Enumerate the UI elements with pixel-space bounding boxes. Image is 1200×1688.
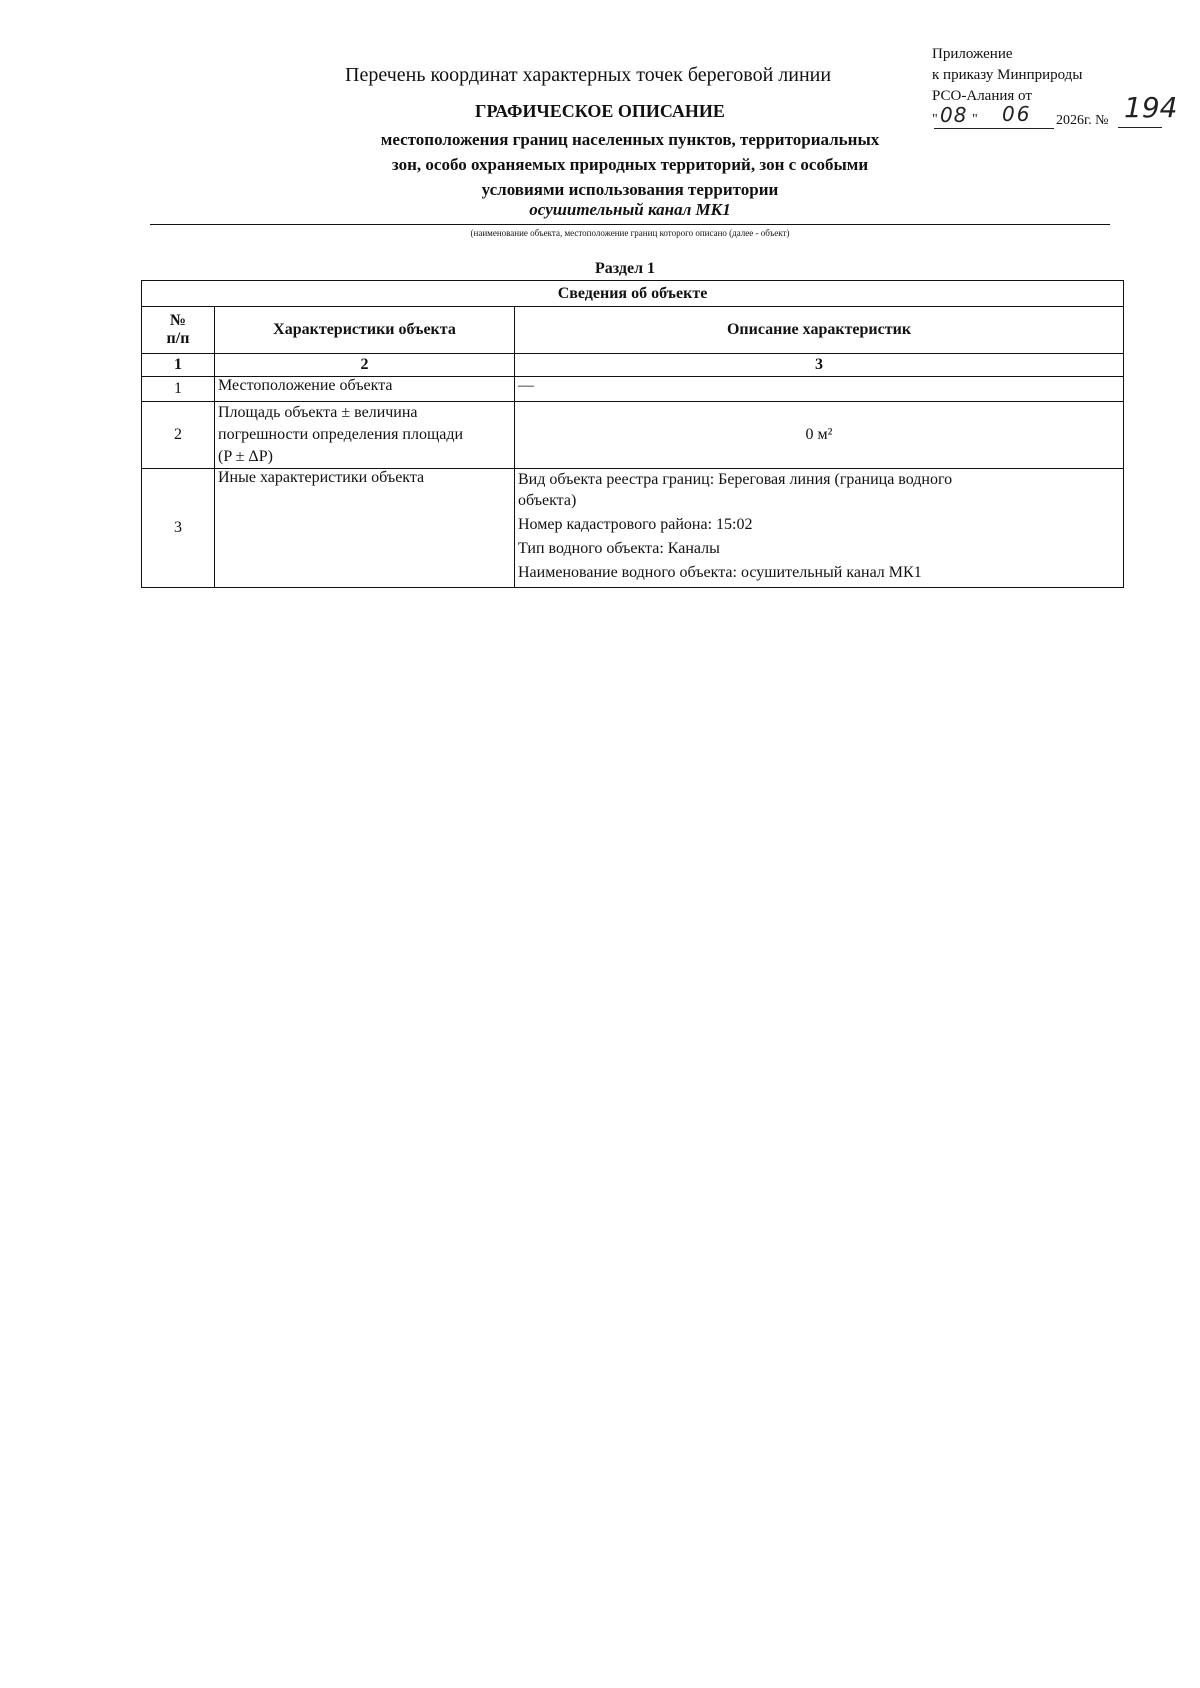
description-line: Номер кадастрового района: 15:02: [518, 516, 753, 533]
appendix-line-2: к приказу Минприроды: [932, 67, 1083, 83]
subtitle-line-3: условиями использования территории: [481, 180, 779, 199]
characteristic-line: (P ± ΔP): [218, 448, 273, 465]
row-characteristic: Местоположение объекта: [215, 377, 515, 402]
column-number-row: [142, 354, 1124, 377]
header-num-line-2: п/п: [166, 330, 190, 347]
section-title: Раздел 1: [594, 260, 656, 277]
appendix-line-1: Приложение: [932, 46, 1013, 62]
table-row: [142, 402, 1124, 469]
description-line: Вид объекта реестра границ: Береговая линия (граница водного: [518, 471, 953, 488]
row-number: 2: [142, 402, 215, 469]
row-number: 1: [142, 377, 215, 402]
characteristic-line: Площадь объекта ± величина: [218, 404, 418, 421]
document-subtitle: [280, 127, 980, 202]
date-month-handwritten: 06: [1002, 102, 1032, 126]
header-num-line-1: №: [169, 312, 187, 329]
column-number: 1: [142, 354, 215, 377]
subtitle-line-1: местоположения границ населенных пунктов, территориальных: [380, 130, 880, 149]
table-row: [142, 377, 1124, 402]
header-description: Описание характеристик: [515, 307, 1124, 354]
date-year: 2026г. №: [1056, 113, 1109, 128]
object-name: осушительный канал МК1: [529, 200, 731, 219]
date-quote-open: ": [932, 112, 938, 127]
date-quote-close: ": [972, 112, 978, 127]
appendix-block: [932, 44, 1178, 131]
object-name-underline: [150, 224, 1110, 225]
order-number-handwritten: 194: [1124, 91, 1178, 124]
table-header-row: [142, 307, 1124, 354]
row-description: 0 м²: [515, 402, 1124, 469]
appendix-line-3: РСО-Алания от: [932, 88, 1032, 104]
column-number: 3: [515, 354, 1124, 377]
description-line: объекта): [518, 492, 577, 509]
order-number-underline: [1118, 127, 1162, 128]
row-description: [515, 469, 1124, 588]
row-description: —: [515, 377, 1124, 402]
table-caption: Сведения об объекте: [142, 281, 1124, 307]
object-info-table: [141, 280, 1124, 588]
subtitle-line-2: зон, особо охраняемых природных территорий, зон с особыми: [391, 155, 869, 174]
characteristic-line: погрешности определения площади: [218, 426, 464, 443]
document-title: ГРАФИЧЕСКОЕ ОПИСАНИЕ: [475, 101, 725, 121]
list-title: Перечень координат характерных точек береговой линии: [345, 64, 832, 86]
row-characteristic: Иные характеристики объекта: [215, 469, 515, 588]
header-characteristics: Характеристики объекта: [215, 307, 515, 354]
description-line: Наименование водного объекта: осушительный канал МК1: [518, 564, 922, 581]
column-number: 2: [215, 354, 515, 377]
description-line: Тип водного объекта: Каналы: [518, 540, 720, 557]
table-caption-row: [142, 281, 1124, 307]
row-characteristic: [215, 402, 515, 469]
date-day-handwritten: 08: [940, 103, 968, 127]
row-number: 3: [142, 469, 215, 588]
object-name-caption: (наименование объекта, местоположение границ которого описано (далее - объект): [470, 228, 790, 238]
header-num: [142, 307, 215, 354]
table-row: [142, 469, 1124, 588]
